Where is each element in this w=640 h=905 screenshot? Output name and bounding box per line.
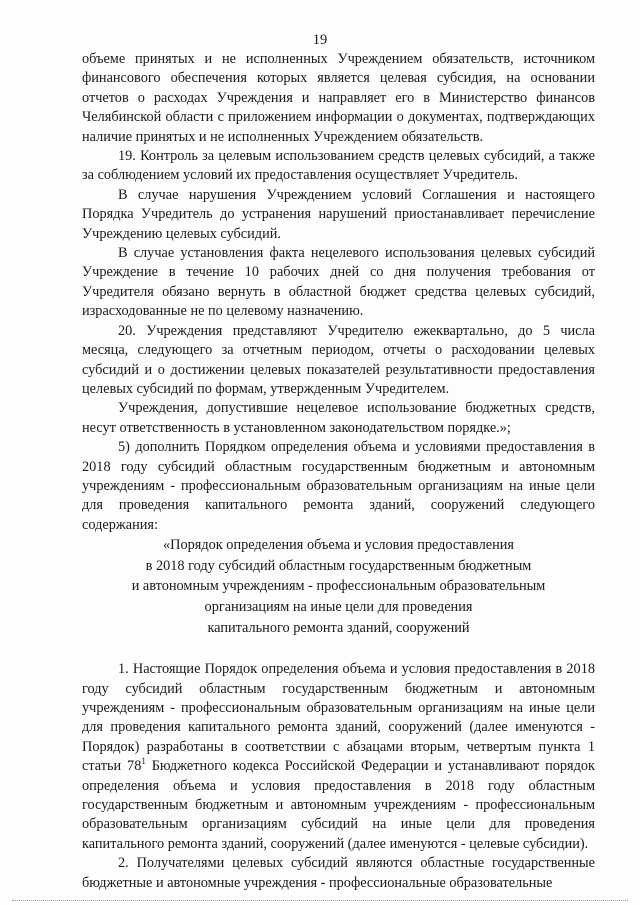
paragraph: объеме принятых и не исполненных Учреждением обязательств, источником финансового обеспечения которых является целевая субсидия, на основании отчетов о расходах Учреждения и направляет его в Министерство финансов Челябинской области с приложением информации о документах, подтверждающих наличие принятых и не исполненных Учреждением обязательств. (82, 51, 595, 145)
spacer (82, 638, 595, 660)
clause-2: 2. Получателями целевых субсидий являются областные государственные бюджетные и автономные учреждения - профессиональные образовательные (82, 855, 595, 891)
paragraph: В случае нарушения Учреждением условий Соглашения и настоящего Порядка Учредитель до устранения нарушений приостанавливает перечисление Учреждению целевых субсидий. (82, 186, 595, 242)
scan-edge-rule (12, 900, 628, 902)
article-superscript: 1 (141, 756, 146, 767)
paragraph: 5) дополнить Порядком определения объема и условиями предоставления в 2018 году субсидий областным государственным бюджетным и автономным учреждениям - профессиональным образовательным организациям на иные цели для проведения капитального ремонта зданий, сооружений следующего содержания: (82, 439, 595, 533)
heading-line: и автономным учреждениям - профессиональным образовательным (131, 578, 546, 595)
heading-line: в 2018 году субсидий областным государственным бюджетным (145, 557, 532, 574)
page-number: 19 (312, 32, 328, 48)
paragraph: Учреждения, допустившие нецелевое использование бюджетных средств, несут ответственность в установленном законодательством порядке.»; (82, 400, 595, 436)
heading-line: «Порядок определения объема и условия предоставления (163, 537, 514, 554)
document-body (82, 50, 595, 893)
paragraph: В случае установления факта нецелевого использования целевых субсидий Учреждение в течение 10 рабочих дней со дня получения требования от Учредителя обязано вернуть в областной бюджет средства целевых субсидий, израсходованные не по целевому назначению. (82, 245, 595, 320)
clause-1 (82, 660, 595, 854)
heading-line: организациям на иные цели для проведения (204, 598, 473, 615)
heading-line: капитального ремонта зданий, сооружений (207, 619, 470, 636)
clause-1-text-continued: Бюджетного кодекса Российской Федерации и устанавливают порядок определения объема и условия предоставления в 2018 году областным государственным бюджетным и автономным учреждениям - профессиональным образовательным организациям субсидий на иные цели для проведения капитального ремонта зданий, сооружений (далее именуются - целевые субсидии). (82, 758, 595, 852)
section-heading (82, 535, 595, 638)
clause-1-text: 1. Настоящие Порядок определения объема и условия предоставления в 2018 году субсидий областным государственным бюджетным и автономным учреждениям - профессиональным образовательным организациям на иные цели для проведения капитального ремонта зданий, сооружений (далее именуются - Порядок) разработаны в соответствии с абзацами вторым, четвертым пункта 1 статьи 78 (82, 661, 595, 775)
paragraph: 20. Учреждения представляют Учредителю ежеквартально, до 5 числа месяца, следующего за отчетным периодом, отчеты о расходовании целевых субсидий и о достижении целевых показателей результативности предоставления целевых субсидий по формам, утвержденным Учредителем. (82, 322, 595, 397)
paragraph: 19. Контроль за целевым использованием средств целевых субсидий, а также за соблюдением условий их предоставления осуществляет Учредитель. (82, 148, 595, 184)
